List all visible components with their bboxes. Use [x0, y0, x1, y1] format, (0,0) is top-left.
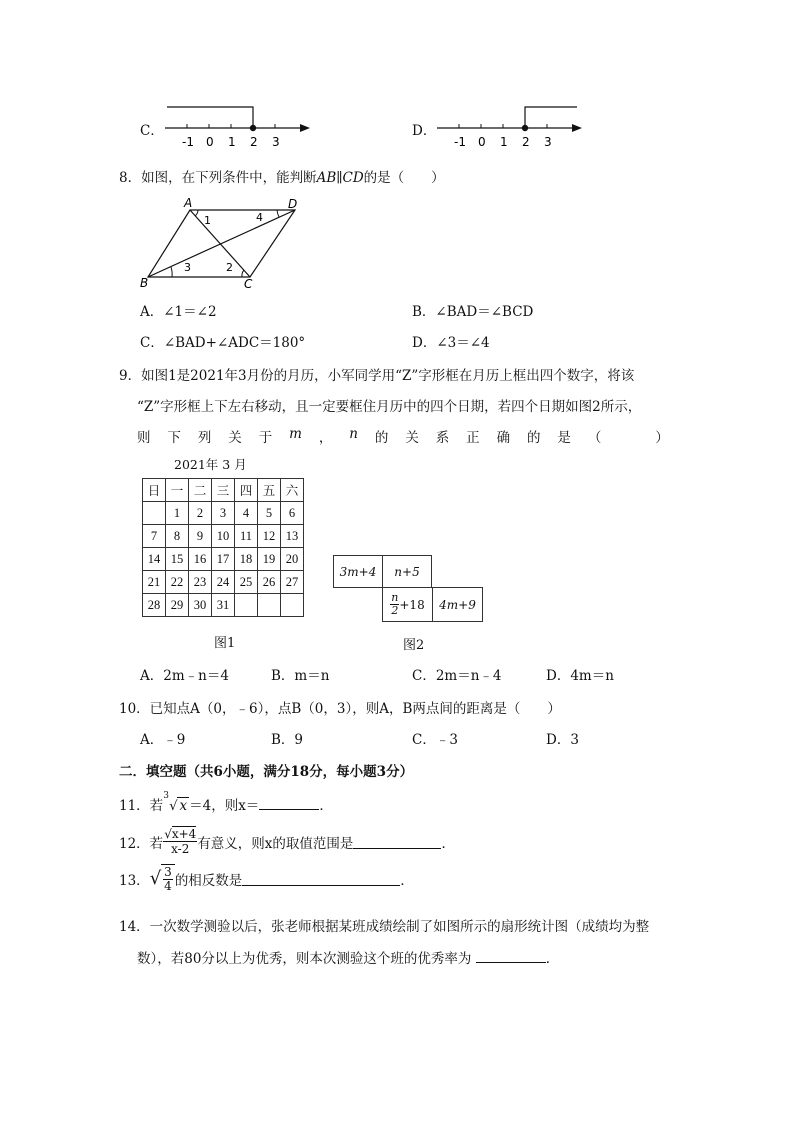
q8-stem: 8．如图，在下列条件中，能判断AB∥CD的是（ ） [119, 170, 445, 186]
q9-stem-line2: “Z”字形框上下左右移动，且一定要框住月历中的四个日期，若四个日期如图2所示， [137, 399, 642, 415]
q8-option-c: C．∠BAD+∠ADC＝180° [140, 335, 306, 351]
calendar-header-row [143, 479, 304, 502]
radicand: x [179, 798, 188, 814]
q9-option-a: A．2m﹣n＝4 [140, 668, 229, 684]
q10-option-a: A．﹣9 [140, 732, 186, 748]
z-box-bottom-right: 4m+9 [432, 587, 483, 622]
weekday: 五 [258, 479, 281, 502]
calendar-cell: 5 [258, 502, 281, 525]
calendar-cell: 27 [281, 571, 304, 594]
tick-label: 3 [272, 135, 280, 149]
q11: 11．若 3 √ x ＝4，则x＝ ． [119, 791, 333, 814]
q10-option-d: D．3 [546, 732, 579, 748]
z-box-bottom-left: $\frac{n}{2}$ +18 [382, 587, 433, 622]
tick-label: 3 [544, 135, 552, 149]
q7-number-line-d [432, 100, 587, 150]
tick-label: -1 [182, 135, 194, 149]
calendar-cell: 4 [235, 502, 258, 525]
calendar-cell: 20 [281, 548, 304, 571]
calendar-cell: 30 [189, 594, 212, 617]
calendar-cell: 6 [281, 502, 304, 525]
tick-label: 2 [250, 135, 258, 149]
calendar-cell [143, 502, 166, 525]
q9-option-c: C．2m＝n﹣4 [412, 668, 502, 684]
calendar-cell: 12 [258, 525, 281, 548]
q11-answer-blank[interactable] [259, 795, 319, 810]
q9-option-b: B．m＝n [271, 668, 330, 684]
tick-label: 2 [522, 135, 530, 149]
q7-option-d-label: D． [412, 123, 437, 139]
calendar-cell: 26 [258, 571, 281, 594]
z-box-top-left: 3m+4 [333, 555, 383, 588]
angle-4-label: 4 [256, 211, 263, 224]
calendar-cell: 8 [166, 525, 189, 548]
calendar-title: 2021年 3 月 [174, 457, 247, 472]
q10-option-c: C．﹣3 [412, 732, 458, 748]
calendar-cell: 13 [281, 525, 304, 548]
calendar-row [143, 594, 304, 617]
calendar-cell [258, 594, 281, 617]
weekday: 四 [235, 479, 258, 502]
calendar-table [142, 478, 304, 617]
calendar-cell: 7 [143, 525, 166, 548]
q10-option-b: B．9 [271, 732, 304, 748]
weekday: 六 [281, 479, 304, 502]
tick-label: 0 [478, 135, 486, 149]
calendar-cell: 14 [143, 548, 166, 571]
q12: 12．若 $\frac{√x+4}{x-2}$ 有意义，则x的取值范围是 ． [119, 827, 455, 856]
vertex-c: C [244, 277, 253, 290]
weekday: 三 [212, 479, 235, 502]
fig1-caption: 图1 [214, 636, 236, 651]
q8-option-a: A．∠1＝∠2 [140, 304, 217, 320]
weekday: 一 [166, 479, 189, 502]
q9-option-d: D．4m＝n [546, 668, 614, 684]
q9-stem-line1: 9．如图1是2021年3月份的月历，小军同学用“Z”字形框在月历上框出四个数字，将该 [119, 368, 635, 384]
q14-line1: 14．一次数学测验以后，张老师根据某班成绩绘制了如图所示的扇形统计图（成绩均为整 [119, 919, 650, 935]
q9-stem-line3: 则 下 列 关 于 m ， n 的 关 系 正 确 的 是 （ ） [137, 426, 669, 446]
q8-option-d: D．∠3＝∠4 [412, 335, 490, 351]
calendar-cell: 25 [235, 571, 258, 594]
calendar-cell: 9 [189, 525, 212, 548]
calendar-cell: 15 [166, 548, 189, 571]
calendar-cell: 29 [166, 594, 189, 617]
angle-3-label: 3 [184, 261, 191, 274]
angle-2-label: 2 [226, 261, 233, 274]
calendar-row [143, 571, 304, 594]
calendar-cell: 23 [189, 571, 212, 594]
calendar-cell: 2 [189, 502, 212, 525]
z-box-top-right: n+5 [382, 555, 432, 588]
vertex-a: A [184, 196, 193, 210]
calendar-cell: 24 [212, 571, 235, 594]
root-index: 3 [163, 791, 169, 801]
vertex-b: B [140, 276, 149, 290]
fig2-caption: 图2 [403, 638, 425, 653]
calendar-cell: 17 [212, 548, 235, 571]
calendar-cell [235, 594, 258, 617]
calendar-cell: 11 [235, 525, 258, 548]
tick-label: 1 [500, 135, 508, 149]
calendar-cell: 31 [212, 594, 235, 617]
calendar-row [143, 548, 304, 571]
calendar-cell: 18 [235, 548, 258, 571]
calendar-cell: 1 [166, 502, 189, 525]
tick-label: -1 [454, 135, 466, 149]
section-2-title: 二．填空题（共6小题，满分18分，每小题3分） [119, 764, 414, 780]
q14-line2: 数），若80分以上为优秀，则本次测验这个班的优秀率为 ． [137, 947, 559, 967]
q12-answer-blank[interactable] [353, 834, 441, 849]
calendar-cell: 22 [166, 571, 189, 594]
calendar-cell: 19 [258, 548, 281, 571]
q7-option-c-label: C． [140, 123, 164, 139]
calendar-row [143, 502, 304, 525]
vertex-d: D [288, 197, 298, 211]
tick-label: 1 [228, 135, 236, 149]
calendar-cell: 28 [143, 594, 166, 617]
q10-stem: 10．已知点A（0，﹣6），点B（0，3），则A，B两点间的距离是（ ） [119, 701, 561, 717]
calendar-cell: 16 [189, 548, 212, 571]
q14-answer-blank[interactable] [476, 948, 546, 963]
q13-answer-blank[interactable] [242, 871, 400, 886]
tick-label: 0 [206, 135, 214, 149]
calendar-cell: 3 [212, 502, 235, 525]
calendar-cell: 10 [212, 525, 235, 548]
weekday: 日 [143, 479, 166, 502]
q8-parallelogram-figure [138, 194, 308, 290]
q13: 13． √ $\frac{3}{4}$ 的相反数是 ． [119, 865, 414, 893]
calendar-cell: 21 [143, 571, 166, 594]
calendar-cell [281, 594, 304, 617]
q8-option-b: B．∠BAD＝∠BCD [412, 304, 534, 320]
calendar-row [143, 525, 304, 548]
q7-number-line-c [160, 100, 315, 150]
angle-1-label: 1 [204, 214, 211, 227]
weekday: 二 [189, 479, 212, 502]
